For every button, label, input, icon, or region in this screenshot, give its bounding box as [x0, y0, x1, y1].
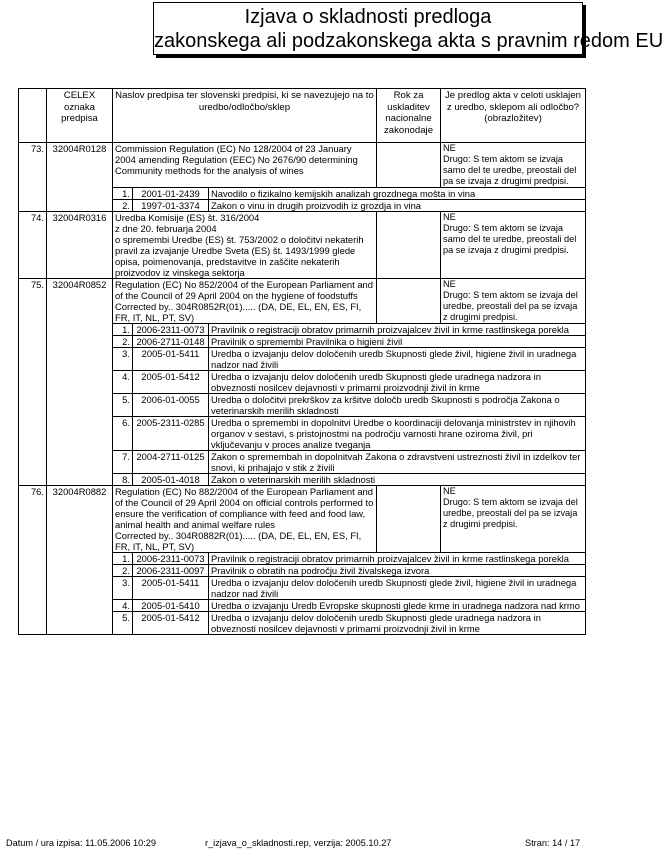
footer-file: r_izjava_o_skladnosti.rep, verzija: 2005.10.27 — [205, 838, 392, 848]
related-code: 2004-2711-0125 — [133, 451, 209, 474]
related-number: 3. — [113, 577, 133, 600]
footer-page: Stran: 14 / 17 — [525, 838, 581, 848]
row-number: 76. — [19, 486, 47, 635]
related-title: Zakon o veterinarskih merilih skladnosti — [209, 474, 586, 486]
deadline-cell — [377, 143, 441, 188]
table-header-row — [19, 89, 586, 143]
row-number: 73. — [19, 143, 47, 212]
related-title: Uredba o izvajanju Uredb Evropske skupnosti glede krme in uradnega nadzora nad krmo — [209, 600, 586, 612]
related-number: 2. — [113, 200, 133, 212]
related-title: Uredba o izvajanju delov določenih uredb Skupnosti glede živil, higiene živil in uradnega nadzor nad živili — [209, 348, 586, 371]
deadline-cell — [377, 212, 441, 279]
related-title: Pravilnik o spremembi Pravilnika o higieni živil — [209, 336, 586, 348]
related-code: 2006-2311-0073 — [133, 324, 209, 336]
related-title: Uredba o spremembi in dopolnitvi Uredbe o koordinaciji delovanja ministrstev in njihovih organov v sestavi, s pristojnostmi na področju varnosti hrane oziroma živil, pri vključevanju v proces analize tveganja — [209, 417, 586, 451]
related-number: 1. — [113, 324, 133, 336]
related-title: Pravilnik o obratih na področju živil živalskega izvora — [209, 565, 586, 577]
related-title: Uredba o določitvi prekrškov za kršitve določb uredb Skupnosti s področja Zakona o veterinarskih merilih skladnosti — [209, 394, 586, 417]
header-num — [19, 89, 47, 143]
related-code: 2005-01-5410 — [133, 600, 209, 612]
header-naslov: Naslov predpisa ter slovenski predpisi, ki se navezujejo na to uredbo/odločbo/sklep — [113, 89, 377, 143]
related-number: 8. — [113, 474, 133, 486]
related-code: 2005-01-5411 — [133, 348, 209, 371]
celex-code: 32004R0882 — [47, 486, 113, 635]
regulation-title: Uredba Komisije (ES) št. 316/2004 z dne 20. februarja 2004 o spremembi Uredbe (ES) št. 753/2002 o določitvi nekaterih pravil za izvajanje Uredbe Sveta (ES) št. 1493/1999 glede opisa, poimenovanja, predstavitve in zaščite nekaterih proizvodov iz vinskega sektorja — [113, 212, 377, 279]
title-line-1: Izjava o skladnosti predloga — [244, 6, 492, 28]
related-code: 2005-2311-0285 — [133, 417, 209, 451]
related-code: 2006-2711-0148 — [133, 336, 209, 348]
related-title: Zakon o spremembah in dopolnitvah Zakona o zdravstveni ustreznosti živil in izdelkov ter snovi, ki prihajajo v stik z živili — [209, 451, 586, 474]
related-number: 6. — [113, 417, 133, 451]
table-row — [19, 212, 586, 279]
related-title: Pravilnik o registraciji obratov primarnih proizvajalcev živil in krme rastlinskega porekla — [209, 553, 586, 565]
related-number: 7. — [113, 451, 133, 474]
celex-code: 32004R0316 — [47, 212, 113, 279]
related-code: 2005-01-5412 — [133, 612, 209, 635]
regulation-title: Regulation (EC) No 882/2004 of the European Parliament and of the Council of 29 April 2004 on official controls performed to ensure the verification of compliance with feed and food law, animal health and animal welfare rules Corrected by.. 304R0882R(01)..... (DA, DE, EL, EN, ES, FI, FR, IT, NL, PT, SV) — [113, 486, 377, 553]
related-code: 2005-01-5411 — [133, 577, 209, 600]
related-number: 4. — [113, 371, 133, 394]
compliance-note: NE Drugo: S tem aktom se izvaja del uredbe, preostali del pa se izvaja z drugimi predpisi. — [441, 279, 586, 324]
celex-code: 32004R0128 — [47, 143, 113, 212]
row-number: 75. — [19, 279, 47, 486]
related-number: 3. — [113, 348, 133, 371]
related-number: 5. — [113, 612, 133, 635]
compliance-note: NE Drugo: S tem aktom se izvaja del uredbe, preostali del pa se izvaja z drugimi predpisi. — [441, 486, 586, 553]
related-code: 2006-2311-0073 — [133, 553, 209, 565]
table-row — [19, 143, 586, 188]
related-number: 4. — [113, 600, 133, 612]
header-celex: CELEX oznaka predpisa — [47, 89, 113, 143]
related-number: 1. — [113, 188, 133, 200]
regulation-title: Commission Regulation (EC) No 128/2004 of 23 January 2004 amending Regulation (EEC) No 2676/90 determining Community methods for the analysis of wines — [113, 143, 377, 188]
document-title — [153, 2, 663, 55]
compliance-note: NE Drugo: S tem aktom se izvaja samo del te uredbe, preostali del pa se izvaja z drugimi predpisi. — [441, 143, 586, 188]
related-code: 2005-01-4018 — [133, 474, 209, 486]
related-code: 1997-01-3374 — [133, 200, 209, 212]
header-uskladitev: Je predlog akta v celoti usklajen z uredbo, sklepom ali odločbo? (obrazložitev) — [441, 89, 586, 143]
header-rok: Rok za uskladitev nacionalne zakonodaje — [377, 89, 441, 143]
compliance-table — [18, 88, 586, 635]
title-line-2: zakonskega ali podzakonskega akta s pravnim redom EU — [154, 30, 663, 52]
related-number: 2. — [113, 565, 133, 577]
deadline-cell — [377, 486, 441, 553]
celex-code: 32004R0852 — [47, 279, 113, 486]
related-title: Navodilo o fizikalno kemijskih analizah grozdnega mošta in vina — [209, 188, 586, 200]
table-row — [19, 486, 586, 553]
regulation-title: Regulation (EC) No 852/2004 of the European Parliament and of the Council of 29 April 2004 on the hygiene of foodstuffs Corrected by.. 304R0852R(01)..... (DA, DE, EL, EN, ES, FI, FR, IT, NL, PT, SV) — [113, 279, 377, 324]
related-number: 2. — [113, 336, 133, 348]
related-number: 5. — [113, 394, 133, 417]
table-row — [19, 279, 586, 324]
related-title: Zakon o vinu in drugih proizvodih iz grozdja in vina — [209, 200, 586, 212]
related-code: 2001-01-2439 — [133, 188, 209, 200]
related-title: Uredba o izvajanju delov določenih uredb Skupnosti glede uradnega nadzora in obveznosti nosilcev dejavnosti v primarni proizvodnji živil in krme — [209, 371, 586, 394]
related-code: 2005-01-5412 — [133, 371, 209, 394]
deadline-cell — [377, 279, 441, 324]
related-code: 2006-01-0055 — [133, 394, 209, 417]
related-number: 1. — [113, 553, 133, 565]
footer-datum: Datum / ura izpisa: 11.05.2006 10:29 — [6, 838, 156, 848]
row-number: 74. — [19, 212, 47, 279]
related-title: Uredba o izvajanju delov določenih uredb Skupnosti glede živil, higiene živil in uradnega nadzor nad živili — [209, 577, 586, 600]
related-title: Uredba o izvajanju delov določenih uredb Skupnosti glede uradnega nadzora in obveznosti nosilcev dejavnosti v primarni proizvodnji živil in krme — [209, 612, 586, 635]
compliance-note: NE Drugo: S tem aktom se izvaja samo del te uredbe, preostali del pa se izvaja z drugimi predpisi. — [441, 212, 586, 279]
related-title: Pravilnik o registraciji obratov primarnih proizvajalcev živil in krme rastlinskega porekla — [209, 324, 586, 336]
related-code: 2006-2311-0097 — [133, 565, 209, 577]
